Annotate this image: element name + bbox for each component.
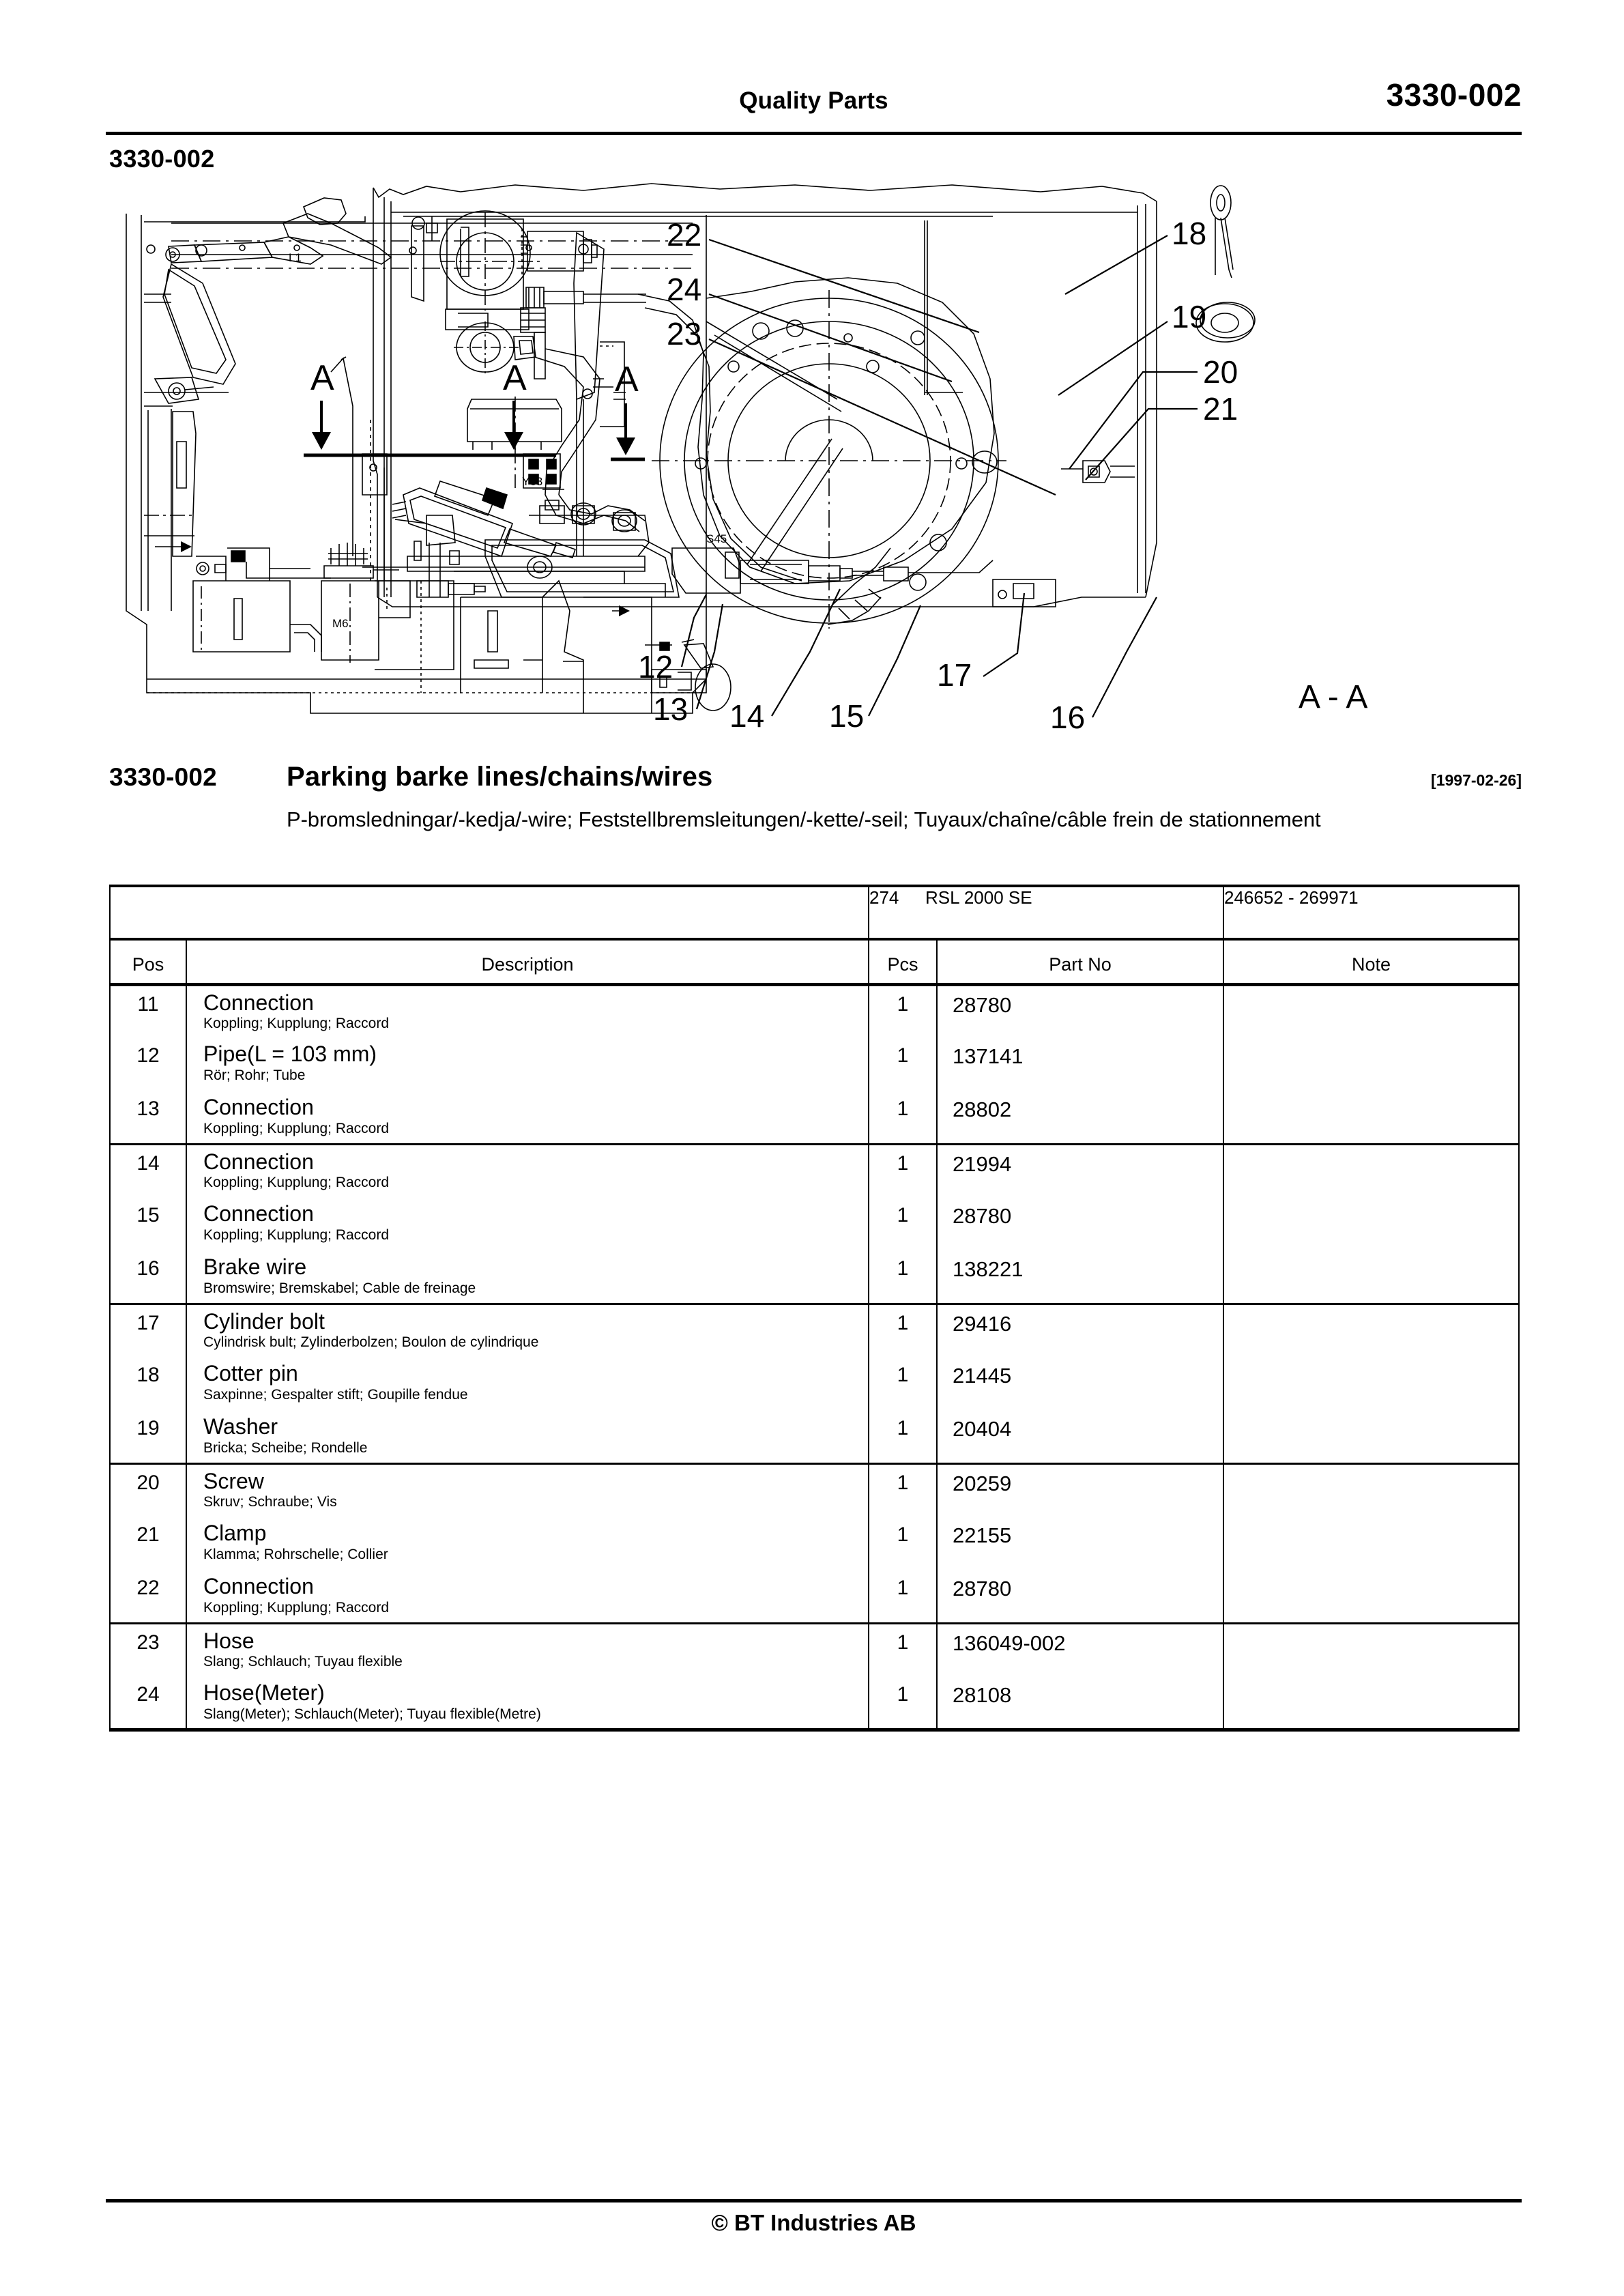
description-name: Cylinder bolt: [203, 1308, 325, 1334]
cell-description: [186, 1037, 869, 1091]
cell-description: [186, 1410, 869, 1463]
callout-19: 19: [1172, 299, 1207, 334]
footer-copyright: © BT Industries AB: [711, 2210, 916, 2235]
header-section-code: 3330-002: [1386, 77, 1522, 113]
cell-pos: 22: [110, 1570, 186, 1623]
model-identifier: [869, 886, 1223, 939]
parts-table: [109, 885, 1520, 1732]
description-name: Cotter pin: [203, 1361, 298, 1386]
description-name: Hose(Meter): [203, 1680, 325, 1705]
description-name: Pipe(L = 103 mm): [203, 1042, 377, 1066]
table-row: [110, 1517, 1519, 1570]
cell-note: [1223, 1676, 1519, 1730]
right-view-label-s45: S45: [706, 532, 727, 545]
description-translations: Rör; Rohr; Tube: [203, 1067, 306, 1083]
cell-pcs: 1: [869, 1570, 937, 1623]
cell-pos: 15: [110, 1197, 186, 1250]
col-header-pcs: Pcs: [869, 939, 937, 984]
cell-description: [186, 1304, 869, 1357]
cell-note: [1223, 1463, 1519, 1517]
cotter-pin-illustration: [1210, 186, 1233, 278]
cell-pos: 18: [110, 1357, 186, 1410]
cell-pcs: 1: [869, 1676, 937, 1730]
callout-13: 13: [653, 691, 688, 727]
cell-note: [1223, 1091, 1519, 1144]
cell-part-no: 28108: [937, 1676, 1223, 1730]
description-translations: Koppling; Kupplung; Raccord: [203, 1226, 390, 1243]
cell-pcs: 1: [869, 1144, 937, 1197]
cell-part-no: 137141: [937, 1037, 1223, 1091]
cell-description: [186, 1570, 869, 1623]
table-row: [110, 1676, 1519, 1730]
cell-pos: 17: [110, 1304, 186, 1357]
description-translations: Cylindrisk bult; Zylinderbolzen; Boulon de cylindrique: [203, 1334, 539, 1351]
description-translations: Skruv; Schraube; Vis: [203, 1494, 337, 1510]
footer-divider: [106, 2199, 1522, 2202]
cell-part-no: 21994: [937, 1144, 1223, 1197]
cell-note: [1223, 1197, 1519, 1250]
cell-part-no: 138221: [937, 1250, 1223, 1304]
table-row: [110, 1623, 1519, 1676]
header-title: Quality Parts: [739, 87, 888, 114]
left-side-view: [126, 198, 706, 713]
callout-15: 15: [829, 698, 865, 734]
callout-12: 12: [638, 649, 673, 685]
cell-note: [1223, 1144, 1519, 1197]
callout-23: 23: [667, 316, 702, 351]
cell-pos: 21: [110, 1517, 186, 1570]
cell-description: [186, 1517, 869, 1570]
section-view-title: A - A: [1299, 679, 1368, 715]
section-code-top: 3330-002: [109, 145, 215, 173]
description-name: Connection: [203, 990, 314, 1015]
page-header: [106, 75, 1522, 137]
description-translations: Bromswire; Bremskabel; Cable de freinage: [203, 1280, 476, 1296]
description-translations: Koppling; Kupplung; Raccord: [203, 1120, 390, 1136]
cell-part-no: 28780: [937, 1197, 1223, 1250]
cell-part-no: 136049-002: [937, 1623, 1223, 1676]
cell-note: [1223, 984, 1519, 1037]
table-row: [110, 1357, 1519, 1410]
right-section-view: [373, 184, 1255, 711]
page-title: Parking barke lines/chains/wires: [287, 762, 713, 792]
header-divider: [106, 132, 1522, 135]
cell-pcs: 1: [869, 984, 937, 1037]
cell-note: [1223, 1570, 1519, 1623]
table-row: [110, 1410, 1519, 1463]
description-name: Clamp: [203, 1521, 267, 1545]
svg-text:A: A: [615, 360, 639, 399]
section-marker-a-center: [611, 360, 645, 459]
cell-pos: 12: [110, 1037, 186, 1091]
cell-pcs: 1: [869, 1037, 937, 1091]
cell-pos: 24: [110, 1676, 186, 1730]
cell-pos: 20: [110, 1463, 186, 1517]
table-row: [110, 1037, 1519, 1091]
description-name: Hose: [203, 1628, 255, 1653]
table-row: [110, 1250, 1519, 1304]
model-band-blank: [110, 886, 869, 939]
cell-note: [1223, 1304, 1519, 1357]
col-header-pos: Pos: [110, 939, 186, 984]
cell-pcs: 1: [869, 1357, 937, 1410]
cell-pos: 19: [110, 1410, 186, 1463]
cell-note: [1223, 1250, 1519, 1304]
table-row: [110, 1197, 1519, 1250]
description-name: Washer: [203, 1414, 278, 1439]
callout-17: 17: [937, 657, 972, 693]
description-name: Screw: [203, 1468, 264, 1493]
description-translations: Slang; Schlauch; Tuyau flexible: [203, 1654, 403, 1670]
callout-layer: [611, 216, 1367, 734]
description-name: Connection: [203, 1149, 314, 1174]
serial-range: 246652 - 269971: [1223, 886, 1519, 939]
cell-pcs: 1: [869, 1410, 937, 1463]
callout-18: 18: [1172, 216, 1207, 251]
description-translations: Koppling; Kupplung; Raccord: [203, 1175, 390, 1191]
table-row: [110, 1144, 1519, 1197]
description-translations: Koppling; Kupplung; Raccord: [203, 1016, 390, 1032]
table-row: [110, 1570, 1519, 1623]
cell-description: [186, 1091, 869, 1144]
table-row: [110, 1304, 1519, 1357]
cell-pos: 16: [110, 1250, 186, 1304]
description-translations: Koppling; Kupplung; Raccord: [203, 1599, 390, 1616]
parts-table-container: [109, 885, 1518, 1732]
cell-pcs: 1: [869, 1304, 937, 1357]
table-row: [110, 984, 1519, 1037]
callout-21: 21: [1203, 391, 1238, 427]
description-name: Connection: [203, 1574, 314, 1598]
cell-pcs: 1: [869, 1517, 937, 1570]
cell-part-no: 20259: [937, 1463, 1223, 1517]
cell-description: [186, 1463, 869, 1517]
cell-part-no: 28780: [937, 984, 1223, 1037]
svg-text:A: A: [503, 358, 527, 398]
model-name: RSL 2000 SE: [925, 887, 1032, 908]
cell-note: [1223, 1623, 1519, 1676]
col-header-description: Description: [186, 939, 869, 984]
left-view-label-m6: M6: [332, 617, 349, 630]
description-name: Brake wire: [203, 1254, 307, 1279]
cell-part-no: 20404: [937, 1410, 1223, 1463]
cell-part-no: 28780: [937, 1570, 1223, 1623]
description-translations: Bricka; Scheibe; Rondelle: [203, 1439, 368, 1456]
cell-description: [186, 1357, 869, 1410]
cell-pcs: 1: [869, 1250, 937, 1304]
callout-24: 24: [667, 272, 702, 307]
right-view-label-y63: Y63: [522, 475, 543, 488]
cell-pos: 11: [110, 984, 186, 1037]
cell-pos: 13: [110, 1091, 186, 1144]
cell-pcs: 1: [869, 1623, 937, 1676]
cell-pos: 23: [110, 1623, 186, 1676]
column-header-row: [110, 939, 1519, 984]
cell-description: [186, 984, 869, 1037]
section-marker-a-left: [310, 358, 334, 450]
table-row: [110, 1463, 1519, 1517]
cell-pcs: 1: [869, 1197, 937, 1250]
col-header-note: Note: [1223, 939, 1519, 984]
col-header-part-no: Part No: [937, 939, 1223, 984]
left-view-label-l1: L1: [289, 251, 302, 264]
cell-description: [186, 1250, 869, 1304]
title-block: [109, 763, 1522, 834]
cell-note: [1223, 1037, 1519, 1091]
description-translations: Slang(Meter); Schlauch(Meter); Tuyau flexible(Metre): [203, 1706, 541, 1722]
title-section-code: 3330-002: [109, 763, 217, 791]
parts-table-body: [110, 984, 1519, 1730]
cell-note: [1223, 1517, 1519, 1570]
cell-note: [1223, 1410, 1519, 1463]
description-name: Connection: [203, 1095, 314, 1119]
callout-22: 22: [667, 217, 702, 253]
revision-date: [1997-02-26]: [1431, 771, 1522, 789]
description-name: Connection: [203, 1201, 314, 1226]
cell-description: [186, 1197, 869, 1250]
cell-pcs: 1: [869, 1091, 937, 1144]
description-translations: Klamma; Rohrschelle; Collier: [203, 1546, 388, 1562]
cell-description: [186, 1676, 869, 1730]
model-number: 274: [869, 887, 899, 908]
description-translations: Saxpinne; Gespalter stift; Goupille fendue: [203, 1386, 468, 1403]
callout-20: 20: [1203, 354, 1238, 390]
technical-drawing: [106, 174, 1522, 734]
cell-part-no: 29416: [937, 1304, 1223, 1357]
svg-text:A: A: [310, 358, 334, 398]
callout-14: 14: [729, 698, 765, 734]
cell-part-no: 28802: [937, 1091, 1223, 1144]
title-translations: P-bromsledningar/-kedja/-wire; Feststellbremsleitungen/-kette/-seil; Tuyaux/chaîne/câble frein de stationnement: [287, 807, 1321, 831]
model-band-row: [110, 886, 1519, 939]
table-row: [110, 1091, 1519, 1144]
cell-part-no: 22155: [937, 1517, 1223, 1570]
cell-pcs: 1: [869, 1463, 937, 1517]
cell-note: [1223, 1357, 1519, 1410]
cell-description: [186, 1623, 869, 1676]
cell-description: [186, 1144, 869, 1197]
cell-pos: 14: [110, 1144, 186, 1197]
section-marker-a-right: [503, 358, 527, 450]
cell-part-no: 21445: [937, 1357, 1223, 1410]
callout-16: 16: [1050, 700, 1086, 734]
